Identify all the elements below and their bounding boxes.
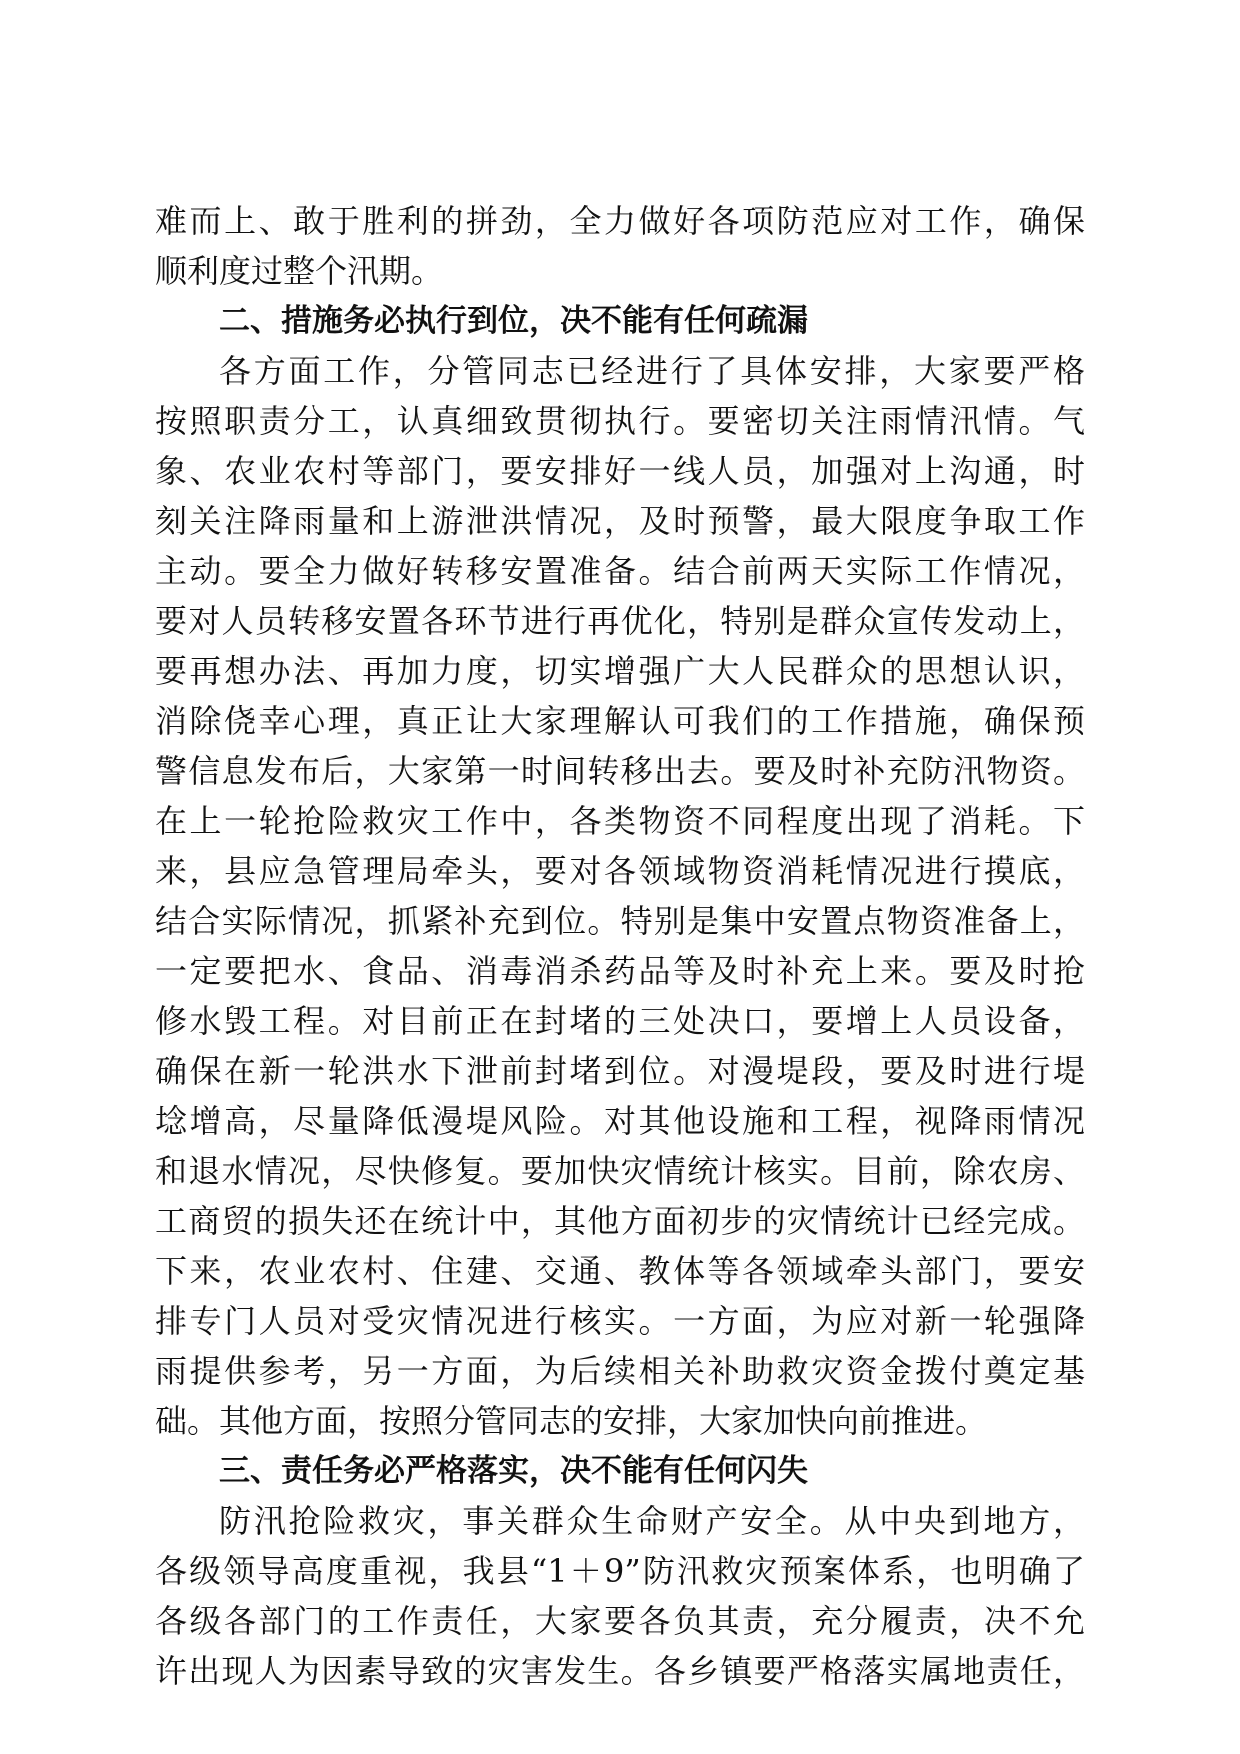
paragraph-line: 一定要把水、食品、消毒消杀药品等及时补充上来。要及时抢 bbox=[155, 952, 1085, 990]
document-body bbox=[155, 196, 1085, 1696]
paragraph-first-line: 各方面工作，分管同志已经进行了具体安排，大家要严格 bbox=[219, 352, 1085, 390]
paragraph-line: 来，县应急管理局牵头，要对各领域物资消耗情况进行摸底， bbox=[155, 852, 1085, 890]
paragraph-line: 工商贸的损失还在统计中，其他方面初步的灾情统计已经完成。 bbox=[155, 1202, 1085, 1240]
paragraph-line: 刻关注降雨量和上游泄洪情况，及时预警，最大限度争取工作 bbox=[155, 502, 1085, 540]
paragraph-line: 和退水情况，尽快修复。要加快灾情统计核实。目前，除农房、 bbox=[155, 1152, 1085, 1190]
paragraph-line: 要对人员转移安置各环节进行再优化，特别是群众宣传发动上， bbox=[155, 602, 1085, 640]
paragraph-line: 在上一轮抢险救灾工作中，各类物资不同程度出现了消耗。下 bbox=[155, 802, 1085, 840]
paragraph-line: 确保在新一轮洪水下泄前封堵到位。对漫堤段，要及时进行堤 bbox=[155, 1052, 1085, 1090]
paragraph-line: 各级各部门的工作责任，大家要各负其责，充分履责，决不允 bbox=[155, 1602, 1085, 1640]
paragraph-line: 要再想办法、再加力度，切实增强广大人民群众的思想认识， bbox=[155, 652, 1085, 690]
paragraph-line: 各级领导高度重视，我县“1＋9”防汛救灾预案体系，也明确了 bbox=[155, 1552, 1085, 1590]
paragraph-line: 象、农业农村等部门，要安排好一线人员，加强对上沟通，时 bbox=[155, 452, 1085, 490]
paragraph-line: 排专门人员对受灾情况进行核实。一方面，为应对新一轮强降 bbox=[155, 1302, 1085, 1340]
paragraph-line: 难而上、敢于胜利的拼劲，全力做好各项防范应对工作，确保 bbox=[155, 202, 1085, 240]
paragraph-line: 许出现人为因素导致的灾害发生。各乡镇要严格落实属地责任， bbox=[155, 1652, 1085, 1690]
paragraph-last-line: 础。其他方面，按照分管同志的安排，大家加快向前推进。 bbox=[155, 1402, 988, 1440]
paragraph-line: 埝增高，尽量降低漫堤风险。对其他设施和工程，视降雨情况 bbox=[155, 1102, 1085, 1140]
section-heading: 二、措施务必执行到位，决不能有任何疏漏 bbox=[219, 303, 808, 339]
section-heading: 三、责任务必严格落实，决不能有任何闪失 bbox=[219, 1453, 808, 1489]
paragraph-line: 雨提供参考，另一方面，为后续相关补助救灾资金拨付奠定基 bbox=[155, 1352, 1085, 1390]
paragraph-line: 修水毁工程。对目前正在封堵的三处决口，要增上人员设备， bbox=[155, 1002, 1085, 1040]
paragraph-first-line: 防汛抢险救灾，事关群众生命财产安全。从中央到地方， bbox=[219, 1502, 1085, 1540]
paragraph-line: 消除侥幸心理，真正让大家理解认可我们的工作措施，确保预 bbox=[155, 702, 1085, 740]
paragraph-line: 按照职责分工，认真细致贯彻执行。要密切关注雨情汛情。气 bbox=[155, 402, 1085, 440]
paragraph-last-line: 顺利度过整个汛期。 bbox=[155, 252, 444, 290]
paragraph-line: 主动。要全力做好转移安置准备。结合前两天实际工作情况， bbox=[155, 552, 1085, 590]
paragraph-line: 下来，农业农村、住建、交通、教体等各领域牵头部门，要安 bbox=[155, 1252, 1085, 1290]
paragraph-line: 结合实际情况，抓紧补充到位。特别是集中安置点物资准备上， bbox=[155, 902, 1085, 940]
paragraph-line: 警信息发布后，大家第一时间转移出去。要及时补充防汛物资。 bbox=[155, 752, 1085, 790]
